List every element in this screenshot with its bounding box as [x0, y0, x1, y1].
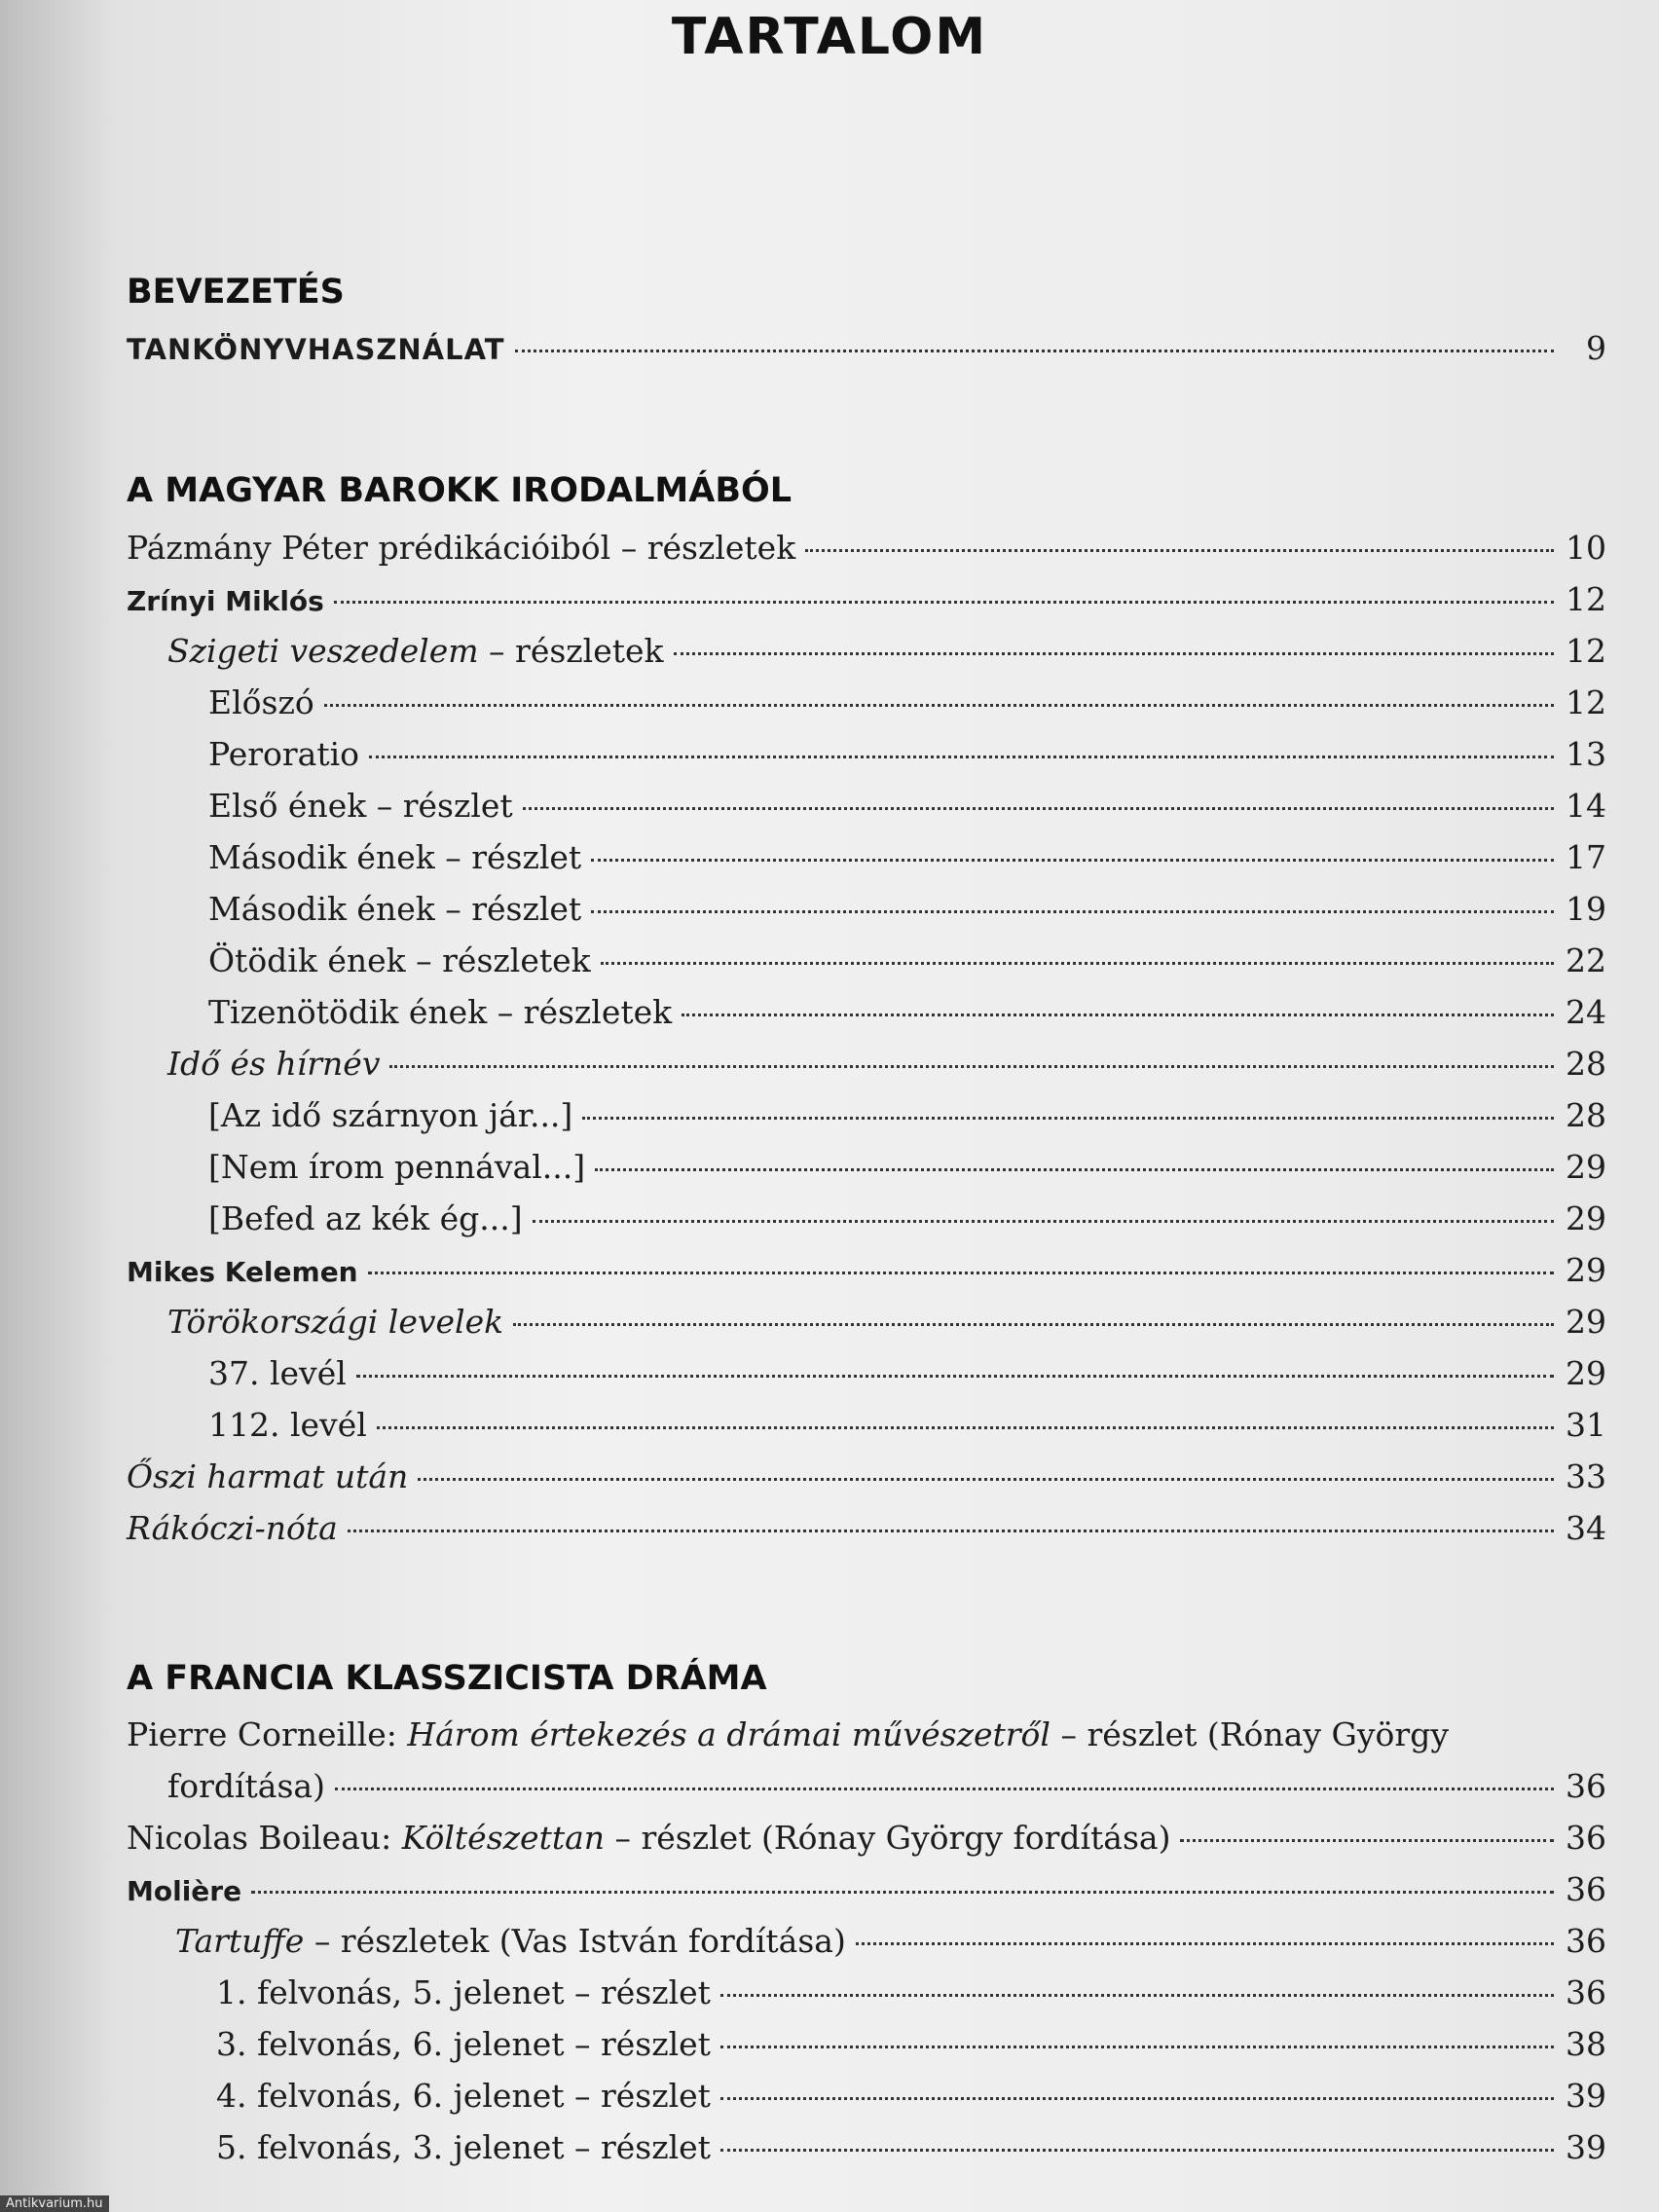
entry-label: [Az idő szárnyon jár...] — [208, 1096, 573, 1134]
dot-leader — [389, 1064, 1554, 1068]
toc-entry — [208, 936, 1606, 986]
toc-entry-author — [127, 1245, 1606, 1296]
entry-label: Ötödik ének – részletek — [208, 941, 591, 979]
dot-leader — [682, 1013, 1554, 1016]
dot-leader — [720, 1993, 1554, 1997]
toc-entry — [167, 1761, 1606, 1812]
dot-leader — [601, 961, 1554, 965]
dot-leader — [591, 858, 1554, 862]
toc-entry — [167, 1039, 1606, 1089]
dot-leader — [595, 1167, 1554, 1171]
entry-label — [175, 1916, 846, 1967]
page-number: 29 — [1566, 1148, 1606, 1186]
page-number: 39 — [1566, 2128, 1606, 2166]
toc-entry — [127, 1452, 1606, 1502]
toc-entry — [167, 1297, 1606, 1347]
page-number: 14 — [1566, 787, 1606, 825]
toc-entry — [208, 1194, 1606, 1244]
dot-leader — [856, 1941, 1554, 1945]
page-number: 29 — [1566, 1251, 1606, 1289]
page-number: 12 — [1566, 683, 1606, 721]
entry-label — [127, 1813, 1170, 1863]
entry-label — [167, 1297, 503, 1347]
entry-label: 1. felvonás, 5. jelenet – részlet — [216, 1973, 711, 2011]
page-number: 36 — [1566, 1767, 1606, 1805]
entry-suffix: – részletek — [478, 632, 664, 670]
work-title: Idő és hírnév — [167, 1045, 381, 1083]
toc-entry — [216, 1968, 1606, 2018]
page-number: 38 — [1566, 2025, 1606, 2063]
toc-entry — [127, 1813, 1606, 1863]
toc-entry — [167, 626, 1606, 677]
page-number: 36 — [1566, 1922, 1606, 1960]
entry-label: 3. felvonás, 6. jelenet – részlet — [216, 2025, 711, 2063]
section-heading-barokk: A MAGYAR BAROKK IRODALMÁBÓL — [127, 471, 793, 510]
page-number: 36 — [1566, 1973, 1606, 2011]
author-name: Molière — [127, 1875, 242, 1907]
entry-label — [167, 626, 664, 677]
toc-entry — [216, 2071, 1606, 2121]
entry-suffix: – részlet (Rónay György — [1050, 1715, 1449, 1753]
author-label: Nicolas Boileau: — [127, 1819, 402, 1857]
entry-label: TANKÖNYVHASZNÁLAT — [127, 333, 505, 366]
entry-label: 112. levél — [208, 1406, 367, 1444]
dot-leader — [523, 806, 1554, 810]
section-heading-intro: BEVEZETÉS — [127, 273, 345, 312]
toc-entry — [208, 884, 1606, 935]
entry-label: 37. levél — [208, 1354, 347, 1392]
dot-leader — [348, 1529, 1554, 1532]
page-number: 10 — [1566, 529, 1606, 567]
work-title: Költészettan — [401, 1819, 606, 1857]
toc-entry — [208, 678, 1606, 728]
entry-label: Előszó — [208, 683, 314, 721]
work-title: Törökországi levelek — [167, 1303, 504, 1341]
page-number: 31 — [1566, 1406, 1606, 1444]
dot-leader — [334, 600, 1554, 604]
entry-label: Második ének – részlet — [208, 838, 582, 876]
page-number: 36 — [1566, 1870, 1606, 1908]
entry-label: Második ének – részlet — [208, 890, 582, 928]
page-number: 13 — [1566, 735, 1606, 773]
work-title: Szigeti veszedelem — [167, 632, 479, 670]
work-title: Őszi harmat után — [127, 1457, 409, 1495]
dot-leader — [335, 1787, 1554, 1790]
entry-suffix: – részlet (Rónay György fordítása) — [605, 1819, 1171, 1857]
watermark: Antikvarium.hu — [0, 2195, 109, 2212]
entry-label: Peroratio — [208, 735, 360, 773]
toc-entry — [208, 1090, 1606, 1141]
entry-label: [Befed az kék ég...] — [208, 1199, 523, 1237]
page-number: 22 — [1566, 941, 1606, 979]
entry-label — [127, 1452, 408, 1502]
author-name: Mikes Kelemen — [127, 1256, 358, 1288]
page-number: 29 — [1566, 1354, 1606, 1392]
dot-leader — [720, 2096, 1554, 2100]
dot-leader — [356, 1374, 1554, 1378]
toc-entry-first-line — [127, 1710, 1449, 1760]
work-title: Három értekezés a drámai művészetről — [407, 1715, 1051, 1753]
page-number: 28 — [1566, 1045, 1606, 1083]
toc-entry — [127, 323, 1606, 374]
toc-entry — [216, 2122, 1606, 2173]
author-label: Pierre Corneille: — [127, 1715, 408, 1753]
dot-leader — [324, 703, 1554, 707]
dot-leader — [251, 1890, 1554, 1894]
page-number: 12 — [1566, 632, 1606, 670]
page-title: TARTALOM — [671, 8, 988, 66]
entry-suffix: – részletek (Vas István fordítása) — [304, 1922, 846, 1960]
toc-entry — [208, 1142, 1606, 1193]
dot-leader — [1180, 1838, 1554, 1842]
entry-label: Első ének – részlet — [208, 787, 513, 825]
toc-entry — [208, 1348, 1606, 1399]
entry-label: Pázmány Péter prédikációiból – részletek — [127, 529, 796, 567]
author-name: Zrínyi Miklós — [127, 585, 324, 617]
toc-entry — [208, 729, 1606, 780]
page-number: 19 — [1566, 890, 1606, 928]
page-number: 24 — [1566, 993, 1606, 1031]
work-title: Rákóczi-nóta — [127, 1509, 338, 1547]
work-title: Tartuffe — [175, 1922, 305, 1960]
entry-label — [127, 1503, 338, 1554]
toc-entry-author — [127, 574, 1606, 625]
page-number: 34 — [1566, 1509, 1606, 1547]
toc-entry — [175, 1916, 1606, 1967]
toc-entry — [208, 781, 1606, 831]
dot-leader — [513, 1322, 1554, 1326]
page-number: 12 — [1566, 580, 1606, 618]
page-number: 29 — [1566, 1303, 1606, 1341]
dot-leader — [591, 909, 1554, 913]
entry-label — [167, 1039, 380, 1089]
entry-continuation: fordítása) — [167, 1767, 325, 1805]
dot-leader — [515, 349, 1554, 352]
dot-leader — [582, 1116, 1554, 1120]
page-number: 17 — [1566, 838, 1606, 876]
dot-leader — [533, 1219, 1554, 1223]
dot-leader — [369, 755, 1554, 758]
dot-leader — [805, 548, 1554, 552]
toc-entry — [208, 832, 1606, 883]
entry-label: Tizenötödik ének – részletek — [208, 993, 673, 1031]
entry-label: 5. felvonás, 3. jelenet – részlet — [216, 2128, 711, 2166]
section-heading-francia: A FRANCIA KLASSZICISTA DRÁMA — [127, 1659, 767, 1698]
page-number: 29 — [1566, 1199, 1606, 1237]
dot-leader — [674, 651, 1554, 655]
entry-label: [Nem írom pennával...] — [208, 1148, 586, 1186]
page-number: 39 — [1566, 2077, 1606, 2115]
page-number: 9 — [1586, 329, 1606, 367]
dot-leader — [377, 1425, 1554, 1429]
page-number: 33 — [1566, 1457, 1606, 1495]
toc-entry-author — [127, 1864, 1606, 1915]
toc-entry — [127, 1503, 1606, 1554]
dot-leader — [720, 2148, 1554, 2152]
page-number: 28 — [1566, 1096, 1606, 1134]
dot-leader — [368, 1271, 1554, 1274]
toc-entry — [127, 523, 1606, 573]
toc-entry — [208, 987, 1606, 1038]
dot-leader — [720, 2045, 1554, 2048]
toc-entry — [216, 2019, 1606, 2070]
entry-label: 4. felvonás, 6. jelenet – részlet — [216, 2077, 711, 2115]
toc-entry — [208, 1400, 1606, 1451]
dot-leader — [418, 1477, 1554, 1481]
page-number: 36 — [1566, 1819, 1606, 1857]
